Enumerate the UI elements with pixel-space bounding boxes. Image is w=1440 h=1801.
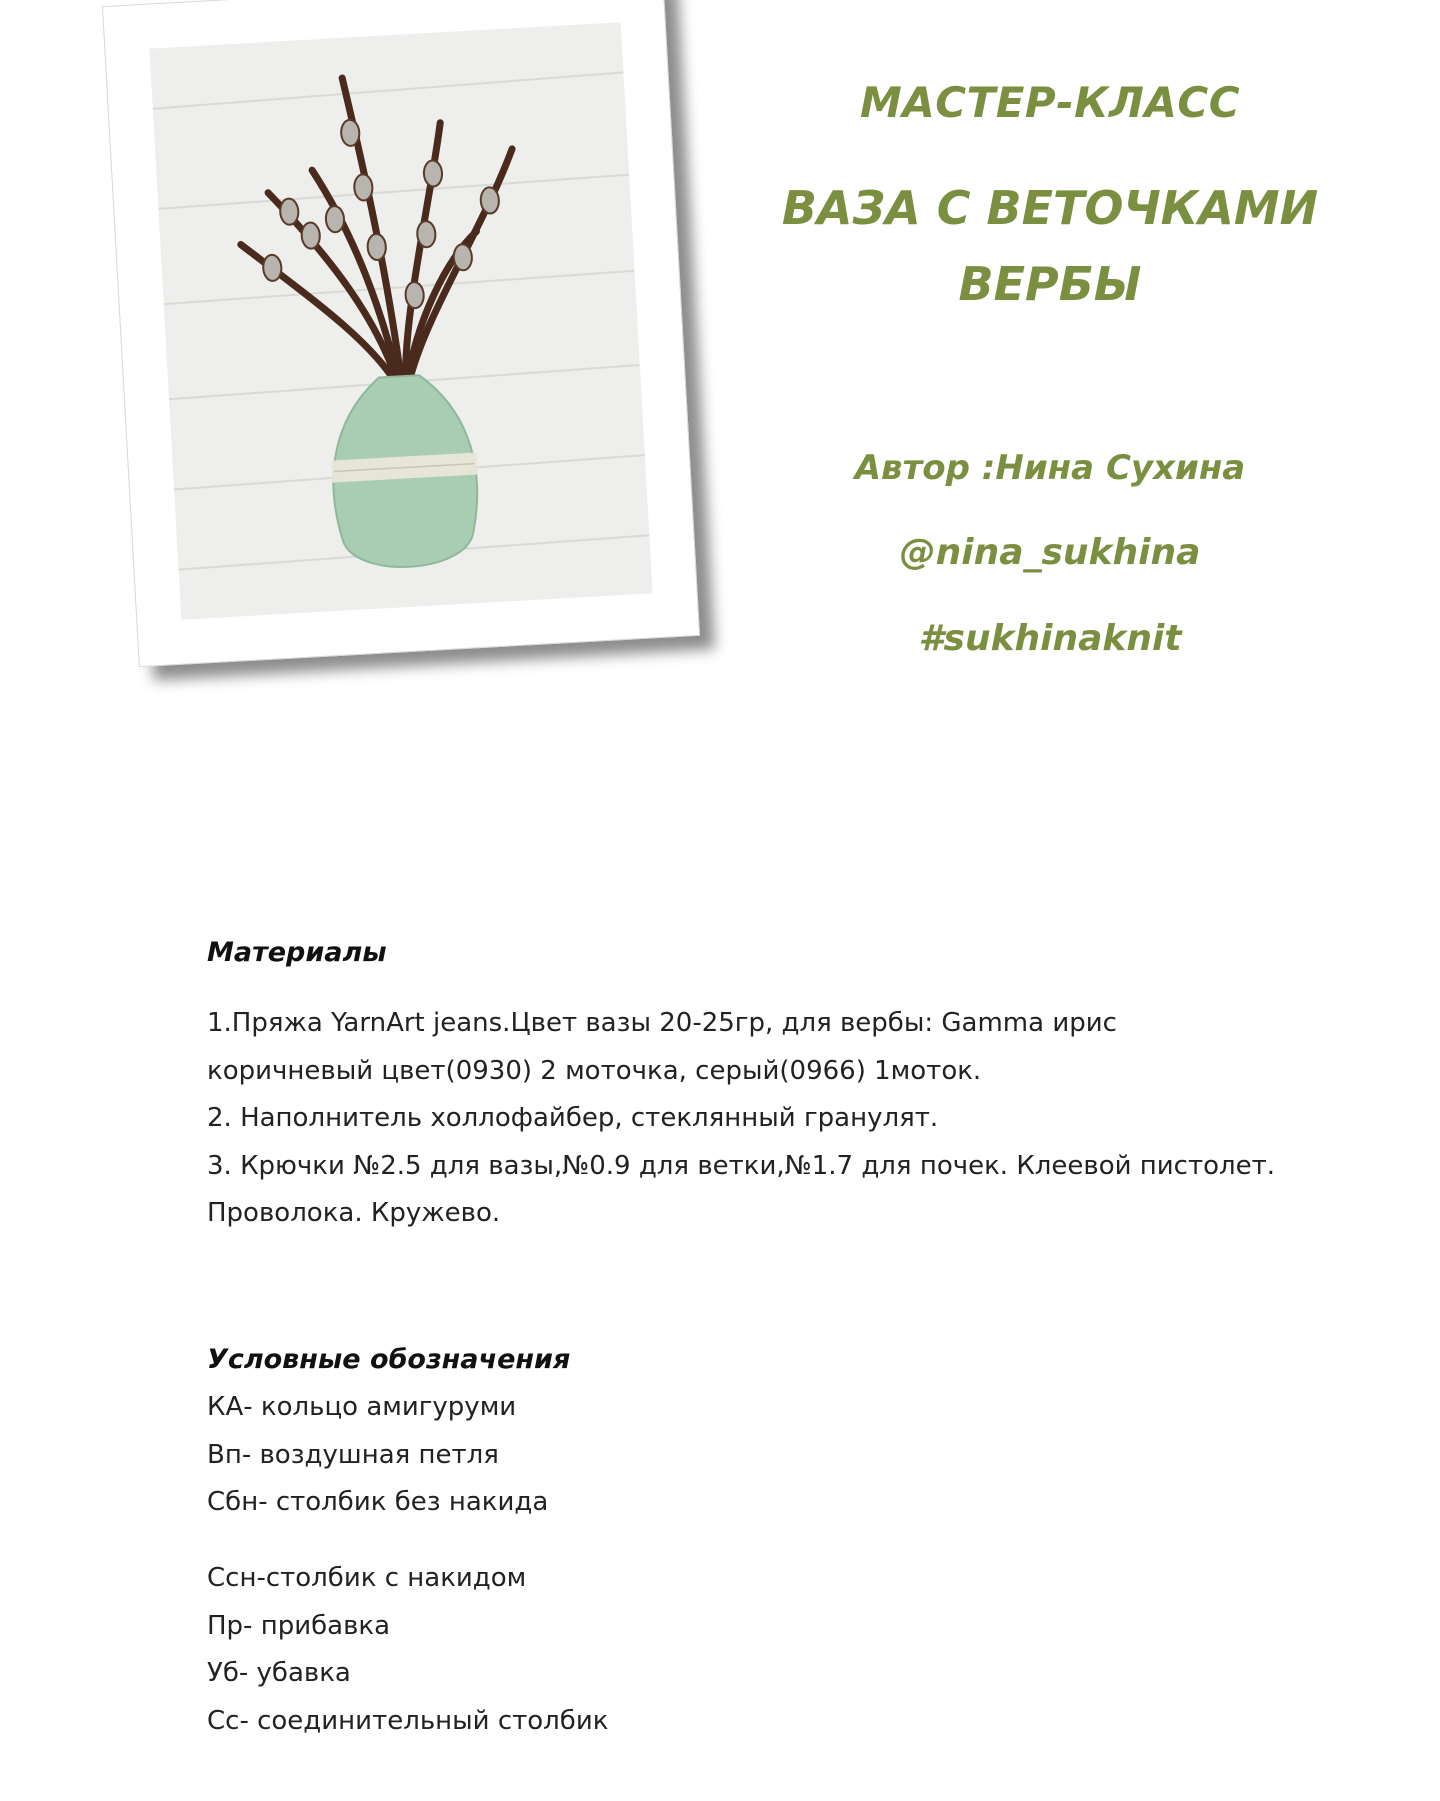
photo-frame: [102, 0, 700, 667]
author-handle: @nina_sukhina: [899, 532, 1201, 573]
legend-heading: Условные обозначения: [207, 1344, 571, 1375]
materials-line: Проволока. Кружево.: [207, 1198, 501, 1228]
legend-item: Вп- воздушная петля: [207, 1439, 499, 1470]
title-heading: [740, 170, 1360, 322]
legend-item: Уб- убавка: [207, 1658, 351, 1688]
vase-with-willow-branches-image: [149, 22, 652, 619]
legend-item: Сс- соединительный столбик: [207, 1705, 609, 1736]
legend-item: КА- кольцо амигуруми: [207, 1392, 517, 1422]
materials-line: 3. Крючки №2.5 для вазы,№0.9 для ветки,№1.7 для почек. Клеевой пистолет.: [207, 1150, 1276, 1181]
title-master-class: МАСТЕР-КЛАСС: [859, 78, 1241, 127]
legend-item: Пр- прибавка: [207, 1610, 391, 1641]
legend-item: Сбн- столбик без накида: [207, 1487, 549, 1517]
materials-line: 1.Пряжа YarnArt jeans.Цвет вазы 20-25гр, для вербы: Gamma ирис: [207, 1008, 1117, 1038]
materials-line: коричневый цвет(0930) 2 моточка, серый(0966) 1моток.: [207, 1055, 982, 1086]
materials-list: [207, 1000, 1357, 1238]
legend-list: [207, 1384, 1357, 1527]
materials-heading: Материалы: [207, 937, 387, 968]
title-line-vase: ВАЗА С ВЕТОЧКАМИ: [781, 181, 1319, 235]
title-line-willow: ВЕРБЫ: [958, 257, 1142, 311]
legend-list: [207, 1555, 1357, 1745]
author-hashtag: #sukhinaknit: [918, 618, 1182, 659]
materials-line: 2. Наполнитель холлофайбер, стеклянный гранулят.: [207, 1103, 939, 1133]
author-credit: Автор :Нина Сухина: [854, 448, 1246, 488]
legend-item: Ссн-столбик с накидом: [207, 1563, 527, 1593]
